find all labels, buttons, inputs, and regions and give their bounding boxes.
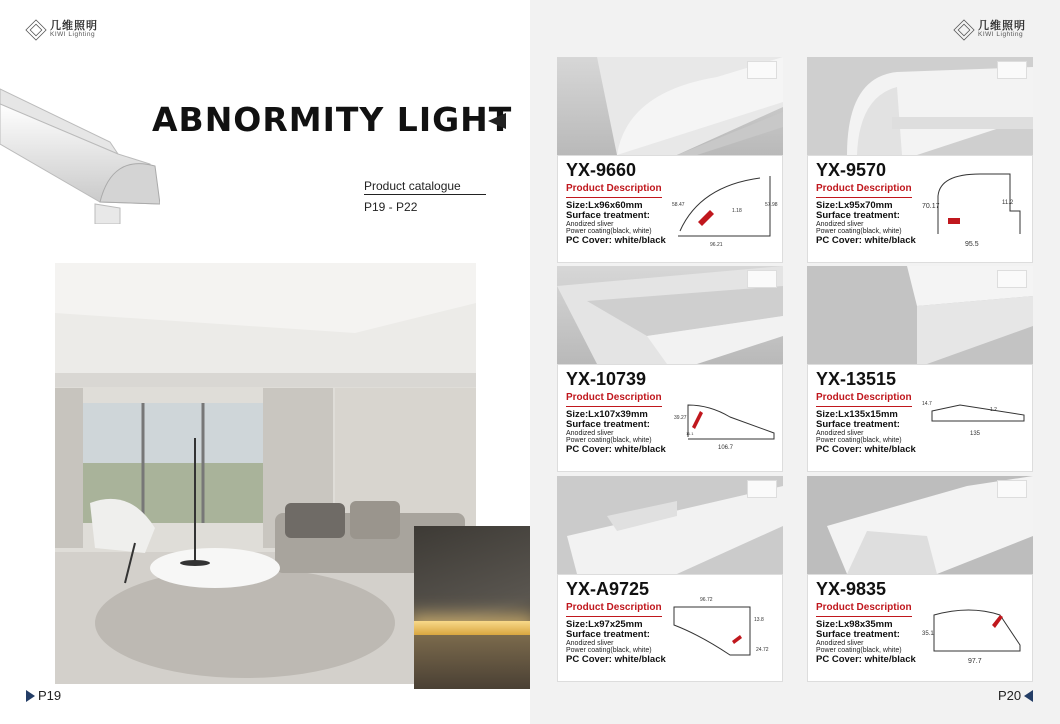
spec-cover: PC Cover: white/black — [816, 234, 916, 246]
spec-list — [566, 620, 676, 665]
description-underline — [566, 406, 662, 407]
product-description-label: Product Description — [566, 183, 662, 194]
spec-size: Size:Lx95x70mm — [816, 200, 893, 211]
product-description-label: Product Description — [816, 602, 912, 613]
dim-width: 96.72 — [700, 597, 713, 603]
model-number: YX-9835 — [816, 579, 887, 599]
product-photo — [557, 266, 783, 364]
dim-height: 58.47 — [672, 202, 685, 208]
led-detail-photo — [414, 526, 530, 689]
spec-cover: PC Cover: white/black — [816, 653, 916, 665]
spec-list — [816, 410, 926, 455]
model-number: YX-13515 — [816, 369, 897, 389]
catalogue-subtitle: Product catalogue — [364, 179, 461, 193]
page-number-left — [26, 688, 61, 703]
description-underline — [566, 616, 662, 617]
brand-name-en: KIWI Lighting — [978, 31, 1024, 39]
product-description-label: Product Description — [566, 392, 662, 403]
dim-inner: 1.18 — [732, 208, 742, 214]
model-number: YX-9660 — [566, 160, 637, 180]
spec-list — [566, 201, 676, 246]
product-card-yx-a9725[interactable] — [557, 476, 783, 682]
product-card-yx-9660[interactable] — [557, 57, 783, 263]
light-direction-icon — [747, 61, 777, 79]
cross-section-drawing — [920, 375, 1028, 459]
dim-height: 24.72 — [756, 647, 769, 653]
dim-height: 39.27 — [674, 415, 687, 421]
spec-finish-anodized: Anodized sliver — [816, 639, 864, 647]
model-number: YX-10739 — [566, 369, 647, 389]
spec-finish-anodized: Anodized sliver — [566, 429, 614, 437]
brand-name-en: KIWI Lighting — [50, 31, 96, 39]
page-marker-icon — [1024, 690, 1033, 702]
cube-logo-icon — [25, 19, 46, 40]
dim-right: 57.98 — [765, 202, 778, 208]
spec-finish-powder: Power coating(black, white) — [566, 228, 652, 236]
product-card-yx-10739[interactable] — [557, 266, 783, 472]
brand-logo-right — [954, 20, 1026, 40]
spec-surface: Surface treatment: — [566, 628, 650, 640]
subtitle-underline — [364, 194, 486, 195]
description-underline — [816, 197, 912, 198]
spec-size: Size:Lx97x25mm — [566, 619, 643, 630]
page-number-label: P19 — [38, 688, 62, 703]
spec-finish-anodized: Anodized sliver — [566, 220, 614, 228]
dim-width: 135 — [970, 431, 981, 437]
dim-inner: 1.2 — [990, 407, 997, 413]
spec-cover: PC Cover: white/black — [566, 234, 666, 246]
spec-list — [816, 620, 926, 665]
product-photo — [807, 476, 1033, 574]
spec-finish-powder: Power coating(black, white) — [816, 228, 902, 236]
dim-height: 70.17 — [922, 203, 940, 210]
spec-finish-anodized: Anodized sliver — [816, 220, 864, 228]
cube-logo-icon — [953, 19, 974, 40]
cross-section-drawing — [920, 166, 1028, 250]
living-room-photo — [55, 263, 476, 684]
spec-list — [816, 201, 926, 246]
light-direction-icon — [997, 61, 1027, 79]
product-description-label: Product Description — [816, 392, 912, 403]
product-photo — [557, 476, 783, 574]
spec-finish-powder: Power coating(black, white) — [566, 437, 652, 445]
light-direction-icon — [997, 270, 1027, 288]
page-number-right — [998, 688, 1033, 703]
spec-surface: Surface treatment: — [566, 418, 650, 430]
cross-section-drawing — [670, 585, 778, 669]
product-card-yx-13515[interactable] — [807, 266, 1033, 472]
spec-cover: PC Cover: white/black — [566, 443, 666, 455]
page-title: ABNORMITY LIGHT — [152, 100, 513, 139]
page-marker-icon — [26, 690, 35, 702]
spec-surface: Surface treatment: — [566, 209, 650, 221]
product-photo — [807, 266, 1033, 364]
dim-width: 106.7 — [718, 445, 734, 451]
dim-inner: 13.8 — [754, 617, 764, 623]
spec-finish-powder: Power coating(black, white) — [816, 437, 902, 445]
spec-size: Size:Lx98x35mm — [816, 619, 893, 630]
light-direction-icon — [747, 270, 777, 288]
description-underline — [816, 406, 912, 407]
profile-render-image — [0, 84, 160, 224]
light-direction-icon — [747, 480, 777, 498]
spec-size: Size:Lx107x39mm — [566, 409, 648, 420]
product-card-yx-9835[interactable] — [807, 476, 1033, 682]
spec-finish-anodized: Anodized sliver — [566, 639, 614, 647]
brand-name-cn: 几维照明 — [978, 20, 1026, 33]
spec-finish-powder: Power coating(black, white) — [816, 647, 902, 655]
spec-size: Size:Lx135x15mm — [816, 409, 898, 420]
cross-section-drawing — [670, 375, 778, 459]
cross-section-drawing — [670, 166, 778, 250]
dim-width: 97.7 — [968, 658, 982, 665]
product-photo — [807, 57, 1033, 155]
product-description-label: Product Description — [566, 602, 662, 613]
dim-height: 35.1 — [922, 631, 934, 637]
dim-width: 95.5 — [965, 241, 979, 248]
light-direction-icon — [997, 480, 1027, 498]
dim-width: 96.21 — [710, 242, 723, 248]
brand-logo-left — [26, 20, 98, 40]
model-number: YX-9570 — [816, 160, 887, 180]
spec-surface: Surface treatment: — [816, 209, 900, 221]
spec-list — [566, 410, 676, 455]
description-underline — [816, 616, 912, 617]
spec-cover: PC Cover: white/black — [816, 443, 916, 455]
page-range: P19 - P22 — [364, 200, 418, 214]
spec-size: Size:Lx96x60mm — [566, 200, 643, 211]
dim-inner: 11.1 — [686, 431, 694, 436]
product-card-yx-9570[interactable] — [807, 57, 1033, 263]
triangle-decor-icon — [488, 113, 506, 129]
spec-finish-powder: Power coating(black, white) — [566, 647, 652, 655]
dim-step: 11.2 — [1002, 200, 1014, 206]
spec-finish-anodized: Anodized sliver — [816, 429, 864, 437]
product-photo — [557, 57, 783, 155]
cross-section-drawing — [920, 585, 1028, 669]
model-number: YX-A9725 — [566, 579, 650, 599]
product-description-label: Product Description — [816, 183, 912, 194]
description-underline — [566, 197, 662, 198]
spec-surface: Surface treatment: — [816, 628, 900, 640]
right-page — [530, 0, 1060, 724]
page-number-label: P20 — [998, 688, 1022, 703]
dim-height: 14.7 — [922, 401, 932, 407]
spec-cover: PC Cover: white/black — [566, 653, 666, 665]
brand-name-cn: 几维照明 — [50, 20, 98, 33]
spec-surface: Surface treatment: — [816, 418, 900, 430]
